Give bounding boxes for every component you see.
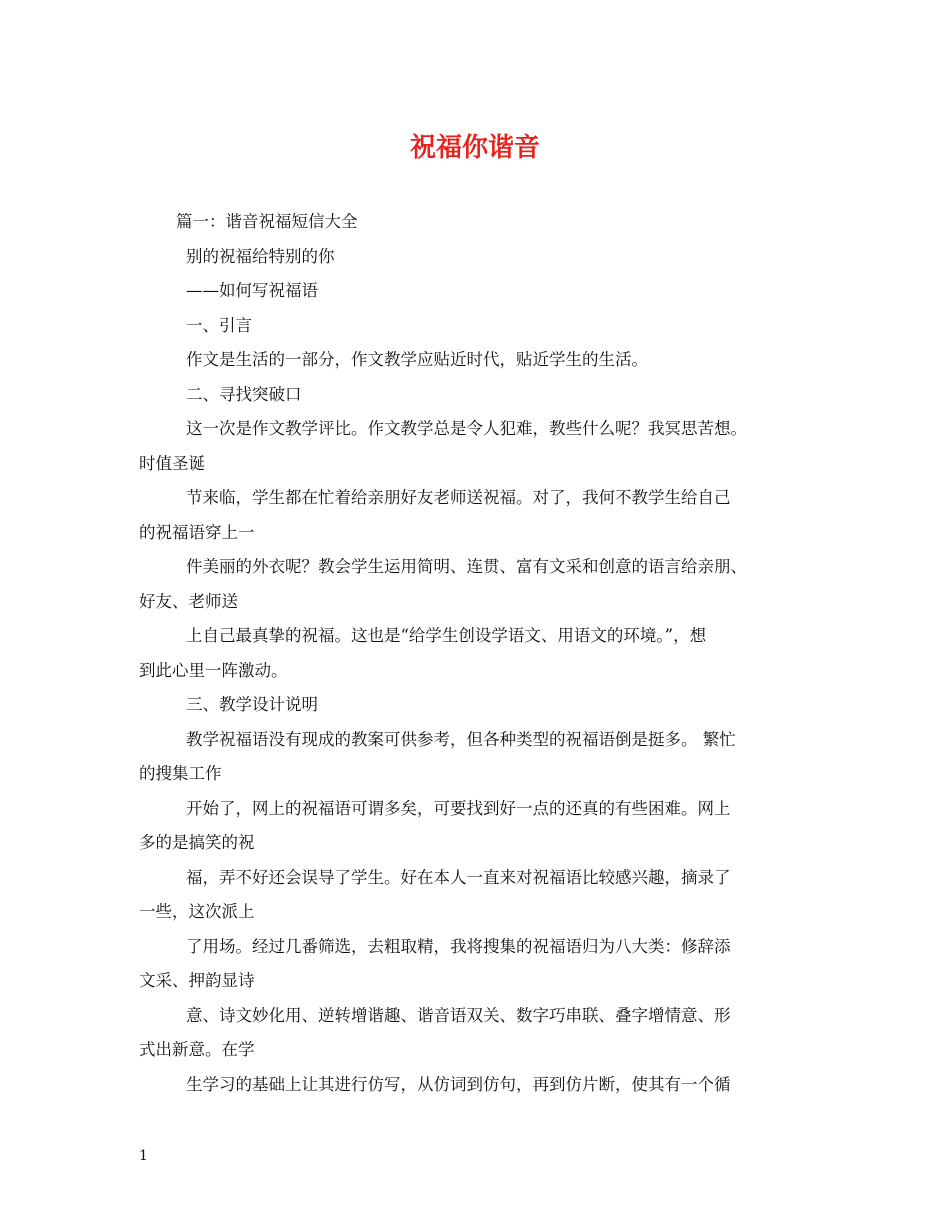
document-body (139, 205, 829, 1102)
body-line: ——如何写祝福语 (186, 281, 318, 300)
body-line: 的搜集工作 (139, 764, 222, 783)
body-line: 式出新意。在学 (139, 1040, 255, 1059)
body-line: 作文是生活的一部分，作文教学应贴近时代，贴近学生的生活。 (186, 350, 648, 369)
body-line: 教学祝福语没有现成的教案可供参考，但各种类型的祝福语倒是挺多。 繁忙 (186, 729, 736, 749)
body-line: 意、诗文妙化用、逆转增谐趣、谐音语双关、数字巧串联、叠字增情意、形 (186, 1005, 731, 1025)
body-line: 上自己最真挚的祝福。这也是“给学生创设学语文、用语文的环境。”，想 (186, 626, 707, 645)
body-line: 这一次是作文教学评比。作文教学总是令人犯难，教些什么呢？我冥思苦想。 (186, 419, 747, 438)
body-line: 别的祝福给特别的你 (186, 246, 335, 266)
section-heading: 二、寻找突破口 (186, 384, 302, 404)
body-line: 的祝福语穿上一 (139, 522, 255, 542)
body-line: 文采、押韵显诗 (139, 971, 255, 990)
body-line: 好友、老师送 (139, 591, 238, 611)
body-line: 开始了，网上的祝福语可谓多矣，可要找到好一点的还真的有些困难。网上 (186, 798, 731, 818)
body-line: 福，弄不好还会误导了学生。好在本人一直来对祝福语比较感兴趣，摘录了 (186, 867, 731, 887)
section-heading: 三、教学设计说明 (186, 695, 318, 714)
body-line: 节来临，学生都在忙着给亲朋好友老师送祝福。对了，我何不教学生给自己 (186, 488, 731, 507)
body-line: 了用场。经过几番筛选，去粗取精，我将搜集的祝福语归为八大类：修辞添 (186, 936, 731, 956)
document-title: 祝福你谐音 (409, 133, 540, 163)
section-heading: 篇一：谐音祝福短信大全 (176, 212, 358, 231)
body-line: 生学习的基础上让其进行仿写，从仿词到仿句，再到仿片断，使其有一个循 (186, 1074, 731, 1094)
page-number: 1 (139, 1148, 148, 1164)
section-heading: 一、引言 (186, 315, 252, 335)
body-line: 件美丽的外衣呢？教会学生运用简明、连贯、富有文采和创意的语言给亲朋、 (186, 557, 747, 576)
body-line: 时值圣诞 (139, 453, 205, 473)
body-line: 多的是搞笑的祝 (139, 833, 255, 852)
body-line: 一些，这次派上 (139, 902, 255, 921)
body-line: 到此心里一阵激动。 (139, 660, 288, 680)
